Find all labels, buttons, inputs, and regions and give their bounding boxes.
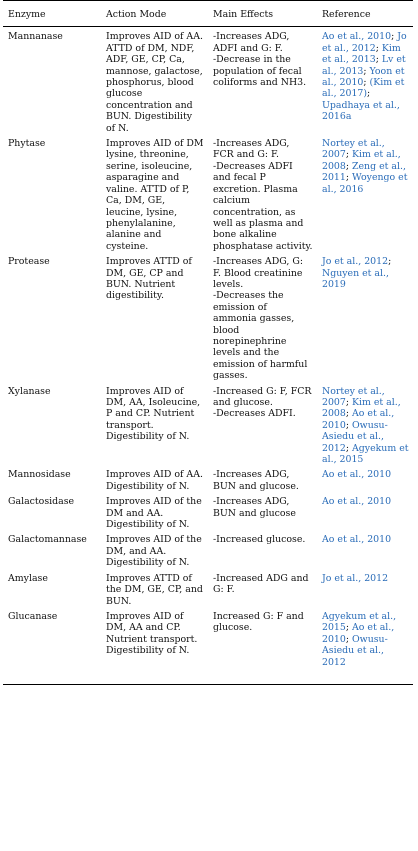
main-effects-cell bbox=[208, 569, 317, 607]
effect-text: -Increased G: F, FCR and glucose. bbox=[213, 385, 312, 408]
effect-text: -Increases ADG, FCR and G: F. bbox=[213, 138, 290, 161]
table-row bbox=[3, 27, 413, 134]
table-row bbox=[3, 252, 413, 381]
main-effects-cell bbox=[208, 530, 317, 568]
reference-link[interactable]: Nguyen et al., 2019 bbox=[322, 267, 389, 290]
header-reference: Reference bbox=[322, 9, 371, 20]
effect-text: -Increases ADG, BUN and glucose bbox=[213, 496, 296, 519]
reference-link[interactable]: Jo et al., 2012 bbox=[322, 572, 389, 584]
action-mode-cell: Improves AID of the DM, and AA. Digestibility of N. bbox=[106, 534, 202, 569]
effect-text: -Increases ADG, G: F. Blood creatinine levels. bbox=[213, 256, 303, 290]
main-effects-cell bbox=[208, 465, 317, 492]
main-effects-cell bbox=[208, 607, 317, 685]
action-mode-cell: Improves AID of DM, AA, Isoleucine, P and CP. Nutrient transport. Digestibility of N. bbox=[106, 385, 201, 443]
reference-link[interactable]: Owusu-Asiedu et al., 2012 bbox=[322, 633, 388, 668]
reference-link[interactable]: Lv et al., 2013 bbox=[322, 54, 406, 77]
table-header bbox=[3, 1, 413, 27]
table-body bbox=[3, 27, 413, 685]
enzyme-cell: Galactosidase bbox=[8, 496, 75, 508]
reference-link[interactable]: Yoon et al., 2010 bbox=[322, 65, 405, 89]
action-mode-cell: Improves AID of AA. ATTD of DM, NDF, ADF, GE, CP, Ca, mannose, galactose, phosphorus, blood glucose concentration and BUN. Digestibility of N. bbox=[106, 31, 203, 134]
main-effects-cell bbox=[208, 492, 317, 530]
enzyme-cell: Protease bbox=[8, 256, 50, 268]
effect-text: -Decreases the emission of ammonia gasses, blood norepinephrine levels and the emission of harmful gasses. bbox=[213, 290, 308, 382]
reference-link[interactable]: Kim et al., 2013 bbox=[322, 42, 401, 66]
reference-cell bbox=[317, 569, 413, 607]
reference-link[interactable]: (Kim et al., 2017) bbox=[322, 77, 405, 100]
enzyme-table bbox=[3, 0, 413, 685]
main-effects-cell bbox=[208, 27, 317, 134]
table-row bbox=[3, 530, 413, 568]
enzyme-cell: Phytase bbox=[8, 138, 46, 150]
reference-link[interactable]: Nortey et al., 2007 bbox=[322, 385, 385, 408]
main-effects-cell bbox=[208, 252, 317, 381]
reference-link[interactable]: Ao et al., 2010 bbox=[322, 534, 392, 546]
effect-text: -Decrease in the population of fecal coliforms and NH3. bbox=[213, 54, 307, 89]
reference-link[interactable]: Upadhaya et al., 2016a bbox=[322, 99, 400, 123]
header-main-effects: Main Effects bbox=[213, 9, 274, 20]
effect-text: Increased G: F and glucose. bbox=[213, 610, 304, 634]
reference-link[interactable]: Ao et al., 2010 bbox=[322, 408, 395, 431]
reference-cell bbox=[317, 530, 413, 568]
action-mode-cell: Improves ATTD of the DM, GE, CP, and BUN. bbox=[106, 572, 203, 607]
enzyme-cell: Galactomannase bbox=[8, 534, 87, 546]
effect-text: -Decreases ADFI and fecal P excretion. Plasma calcium concentration, as well as plasma and bone alkaline phosphatase activity. bbox=[213, 160, 313, 252]
main-effects-cell bbox=[208, 134, 317, 252]
action-mode-cell: Improves AID of AA. Digestibility of N. bbox=[106, 469, 203, 492]
enzyme-cell: Amylase bbox=[8, 572, 48, 584]
reference-link[interactable]: Woyengo et al., 2016 bbox=[322, 172, 408, 195]
reference-cell bbox=[317, 492, 413, 530]
reference-link[interactable]: Ao et al., 2010 bbox=[322, 622, 395, 645]
action-mode-cell: Improves AID of DM, AA and CP. Nutrient transport. Digestibility of N. bbox=[106, 610, 198, 657]
effect-text: -Increased glucose. bbox=[213, 534, 306, 546]
reference-link[interactable]: Agyekum et al., 2015 bbox=[322, 610, 397, 634]
action-mode-cell: Improves AID of the DM and AA. Digestibility of N. bbox=[106, 496, 202, 531]
header-enzyme: Enzyme bbox=[8, 9, 46, 20]
enzyme-cell: Xylanase bbox=[8, 385, 51, 397]
table-row bbox=[3, 465, 413, 492]
action-mode-cell: Improves ATTD of DM, GE, CP and BUN. Nutrient digestibility. bbox=[106, 256, 192, 302]
reference-link[interactable]: Agyekum et al., 2015 bbox=[322, 442, 409, 466]
reference-link[interactable]: Ao et al., 2010 bbox=[322, 469, 392, 481]
table-row bbox=[3, 134, 413, 252]
enzyme-cell: Mannanase bbox=[8, 31, 63, 43]
reference-link[interactable]: Kim et al., 2008 bbox=[322, 397, 401, 420]
reference-link[interactable]: Zeng et al., 2011 bbox=[322, 160, 406, 184]
table-row bbox=[3, 607, 413, 685]
header-row bbox=[3, 1, 413, 27]
effect-text: -Increased ADG and G: F. bbox=[213, 572, 309, 596]
reference-link[interactable]: Jo et al., 2012 bbox=[322, 256, 389, 268]
effect-text: -Increases ADG, ADFI and G: F. bbox=[213, 31, 290, 54]
table-row bbox=[3, 569, 413, 607]
reference-link[interactable]: Kim et al., 2008 bbox=[322, 149, 401, 172]
reference-cell: Jo et al., 2012; Nguyen et al., 2019 bbox=[322, 256, 392, 290]
reference-link[interactable]: Ao et al., 2010 bbox=[322, 496, 392, 508]
reference-link[interactable]: Ao et al., 2010 bbox=[322, 31, 392, 43]
reference-link[interactable]: Owusu-Asiedu et al., 2012 bbox=[322, 419, 388, 454]
enzyme-cell: Glucanase bbox=[8, 610, 58, 622]
reference-link[interactable]: Nortey et al., 2007 bbox=[322, 138, 385, 161]
reference-cell: Nortey et al., 2007; Kim et al., 2008; Ao et al., 2010; Owusu-Asiedu et al., 2012; Agyekum et al., 2015 bbox=[322, 385, 409, 466]
reference-cell: Ao et al., 2010; Jo et al., 2012; Kim et al., 2013; Lv et al., 2013; Yoon et al., 2010; (Kim et al., 2017); Upadhaya et al., 2016a bbox=[322, 31, 407, 123]
reference-cell: Nortey et al., 2007; Kim et al., 2008; Zeng et al., 2011; Woyengo et al., 2016 bbox=[322, 138, 408, 195]
table-row bbox=[3, 492, 413, 530]
header-action-mode: Action Mode bbox=[106, 9, 167, 20]
action-mode-cell: Improves AID of DM lysine, threonine, serine, isoleucine, asparagine and valine. ATTD of P, Ca, DM, GE, leucine, lysine, phenylalanine, alanine and cysteine. bbox=[106, 138, 204, 252]
enzyme-cell: Mannosidase bbox=[8, 469, 71, 481]
table-row bbox=[3, 382, 413, 466]
reference-cell: Agyekum et al., 2015; Ao et al., 2010; Owusu-Asiedu et al., 2012 bbox=[322, 610, 397, 668]
reference-cell bbox=[317, 465, 413, 492]
main-effects-cell bbox=[208, 382, 317, 466]
reference-link[interactable]: Jo et al., 2012 bbox=[322, 31, 407, 54]
effect-text: -Increases ADG, BUN and glucose. bbox=[213, 469, 299, 492]
effect-text: -Decreases ADFI. bbox=[213, 408, 296, 420]
